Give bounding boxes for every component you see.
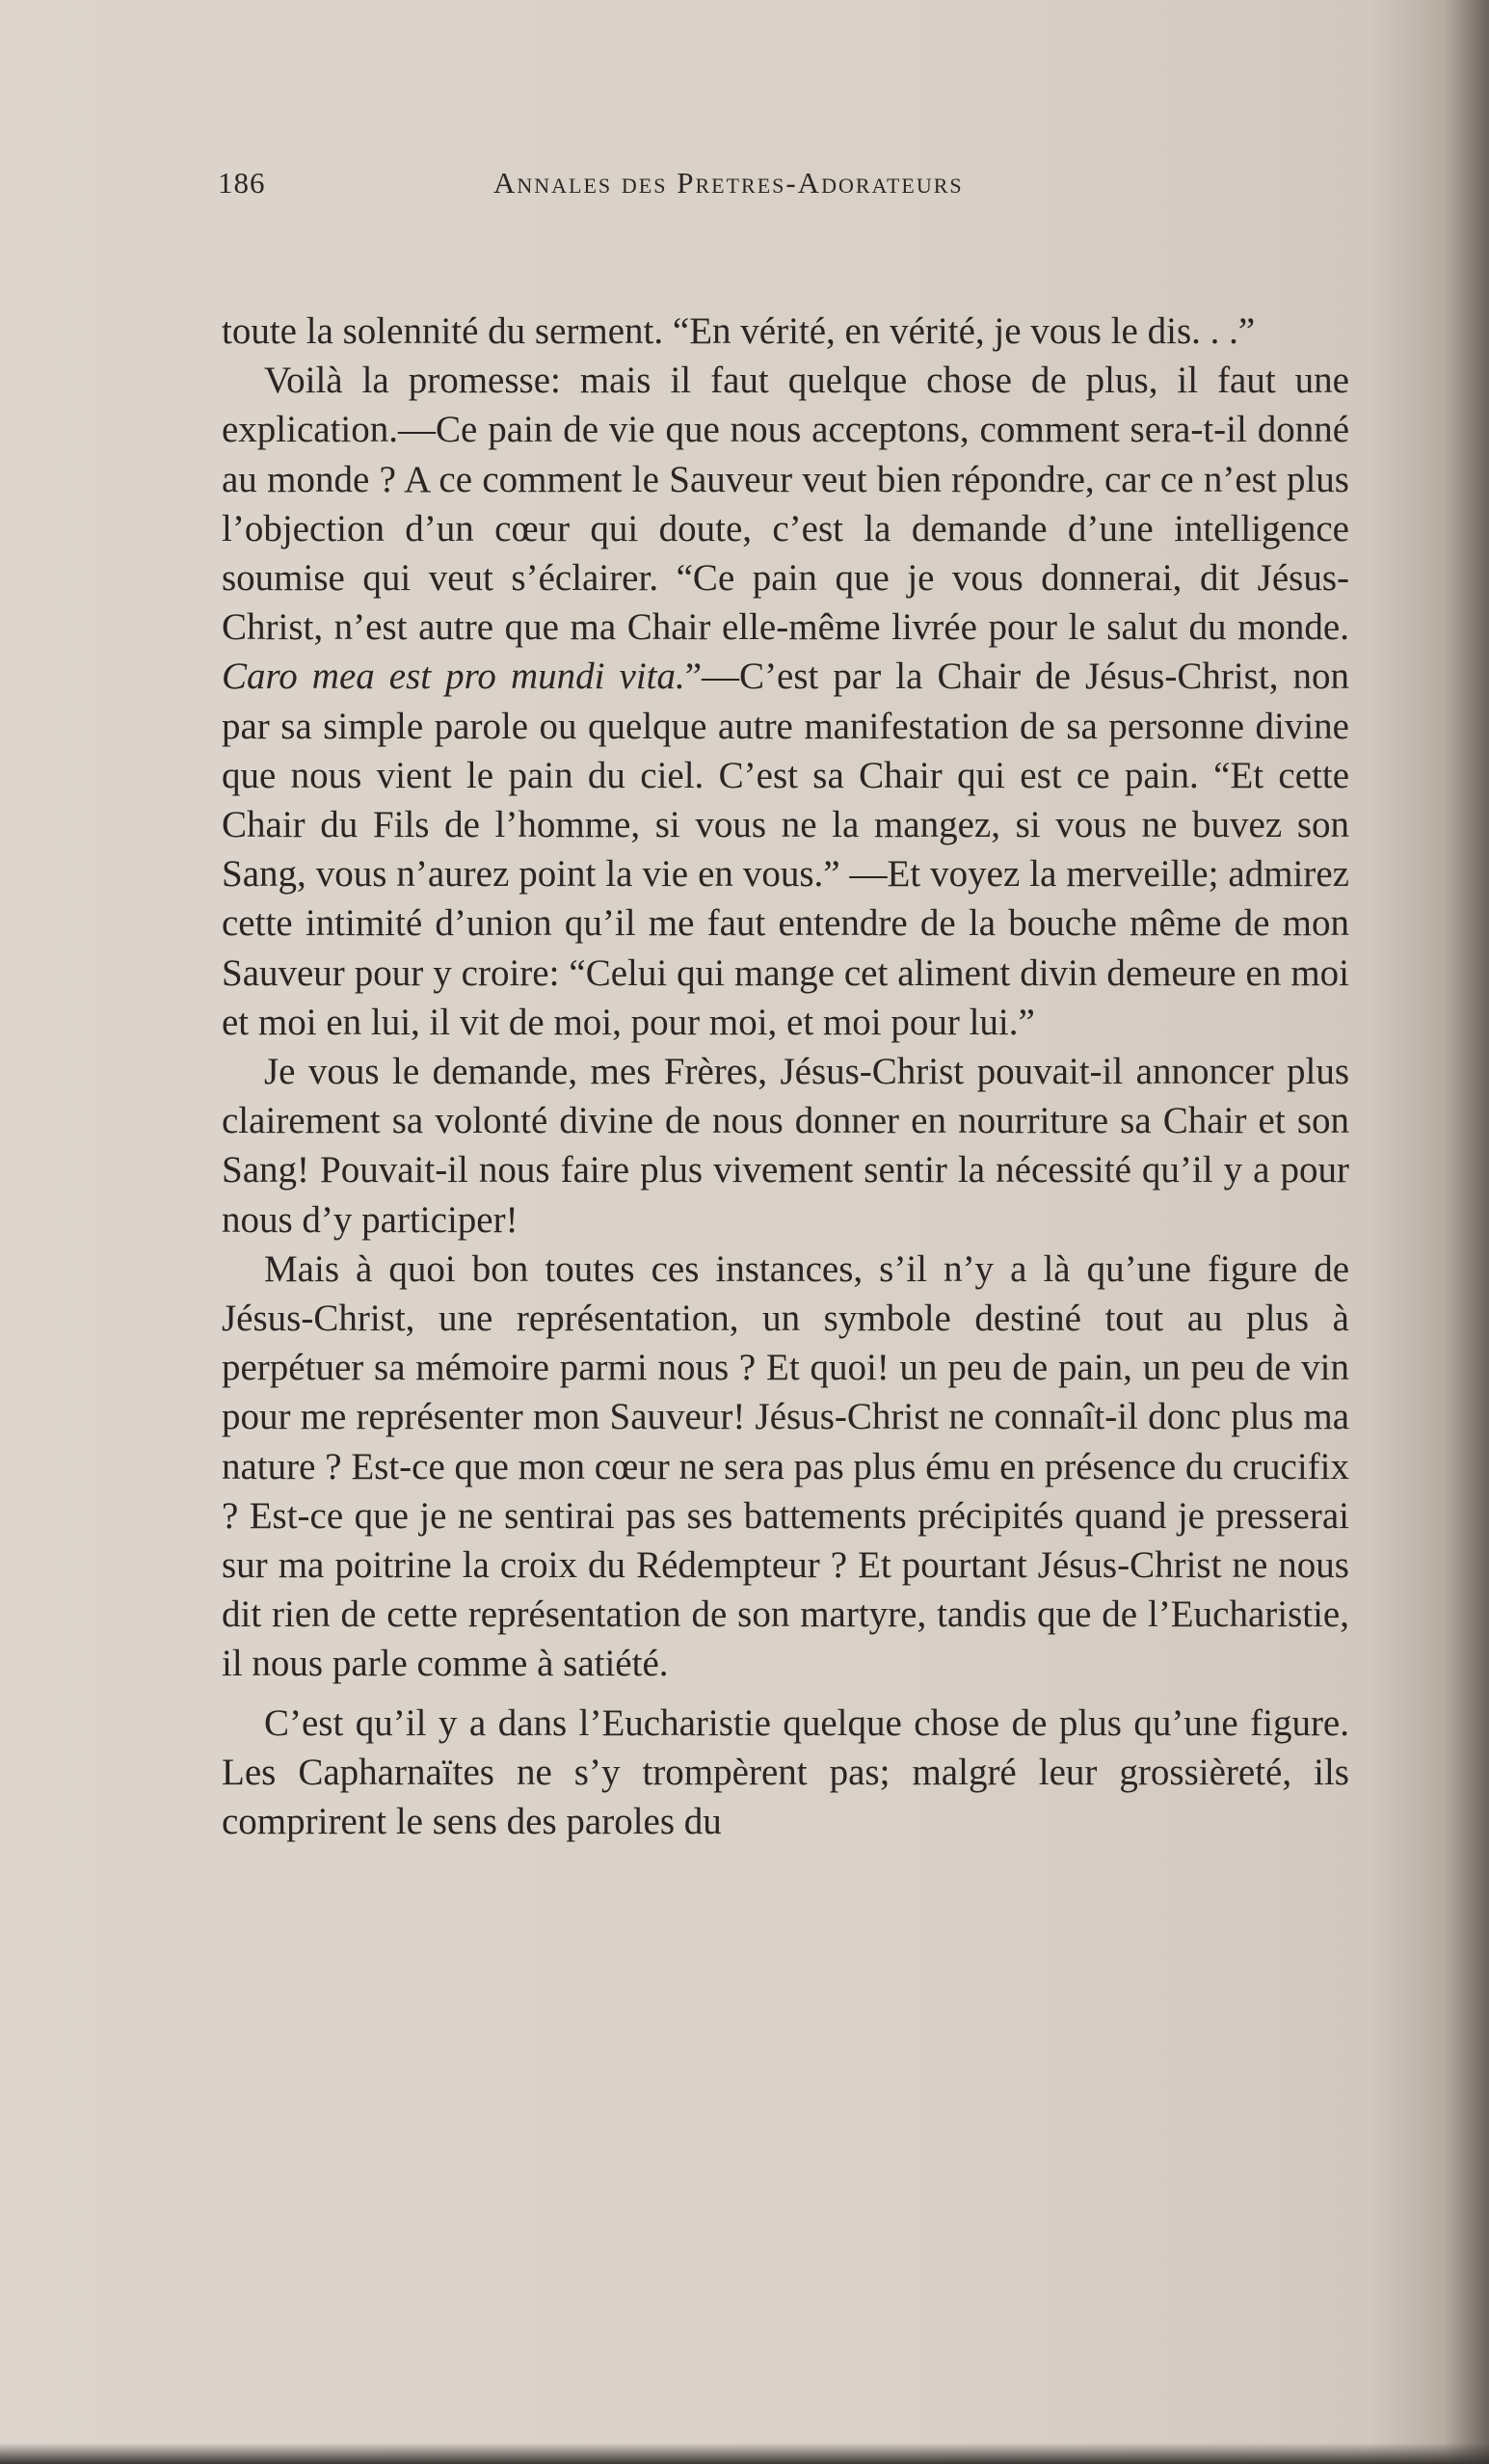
paragraph-2 [222,356,1349,1047]
paragraph-5: C’est qu’il y a dans l’Eucharistie quelque chose de plus qu’une figure. Les Capharnaïtes ne s’y trompèrent pas; malgré leur grossièreté, ils comprirent le sens des paroles du [222,1701,1349,1843]
latin-quote: Caro mea est pro mundi vita. [222,656,685,698]
page-number: 186 [218,166,266,200]
paragraph-3: Je vous le demande, mes Frères, Jésus-Christ pouvait-il annoncer plus clairement sa volonté divine de nous donner en nourriture sa Chair et son Sang! Pouvait-il nous faire plus vivement sentir la nécessité qu’il y a pour nous d’y participer! [222,1051,1349,1241]
paragraph-4: Mais à quoi bon toutes ces instances, s’il n’y a là qu’une figure de Jésus-Christ, une représentation, un symbole destiné tout au plus à perpétuer sa mémoire parmi nous ? Et quoi! un peu de pain, un peu de vin pour me représenter mon Sauveur! Jésus-Christ ne connaît-il donc plus ma nature ? Est-ce que mon cœur ne sera pas plus ému en présence du crucifix ? Est-ce que je ne sentirai pas ses battements précipités quand je presserai sur ma poitrine la croix du Rédempteur ? Et pourtant Jésus-Christ ne nous dit rien de cette représentation de son martyre, tandis que de l’Eucharistie, il nous parle comme à satiété. [222,1247,1349,1685]
body-text [222,307,1349,1846]
page-header [218,166,1355,208]
page-edge-shadow [0,2443,1489,2464]
paragraph-2-part-a: Voilà la promesse: mais il faut quelque chose de plus, il faut une explication.—Ce pain de vie que nous acceptons, comment sera-t-il donné au monde ? A ce comment le Sauveur veut bien répondre, car ce n’est plus l’objection d’un cœur qui doute, c’est la demande d’une intelligence soumise qui veut s’éclairer. “Ce pain que je vous donnerai, dit Jésus-Christ, n’est autre que ma Chair elle-même livrée pour le salut du monde. [222,360,1349,649]
paragraph-2-part-b: ”—C’est par la Chair de Jésus-Christ, non par sa simple parole ou quelque autre manifestation de sa personne divine que nous vient le pain du ciel. C’est sa Chair qui est ce pain. “Et cette Chair du Fils de l’homme, si vous ne la mangez, si vous ne buvez son Sang, vous n’aurez point la vie en vous.” —Et voyez la merveille; admirez cette intimité d’union qu’il me faut entendre de la bouche même de mon Sauveur pour y croire: “Celui qui mange cet aliment divin demeure en moi et moi en lui, il vit de moi, pour moi, et moi pour lui.” [222,656,1349,1043]
paragraph-1: toute la solennité du serment. “En vérité, en vérité, je vous le dis. . .” [222,310,1256,352]
running-head: Annales des Pretres-Adorateurs [493,166,964,200]
